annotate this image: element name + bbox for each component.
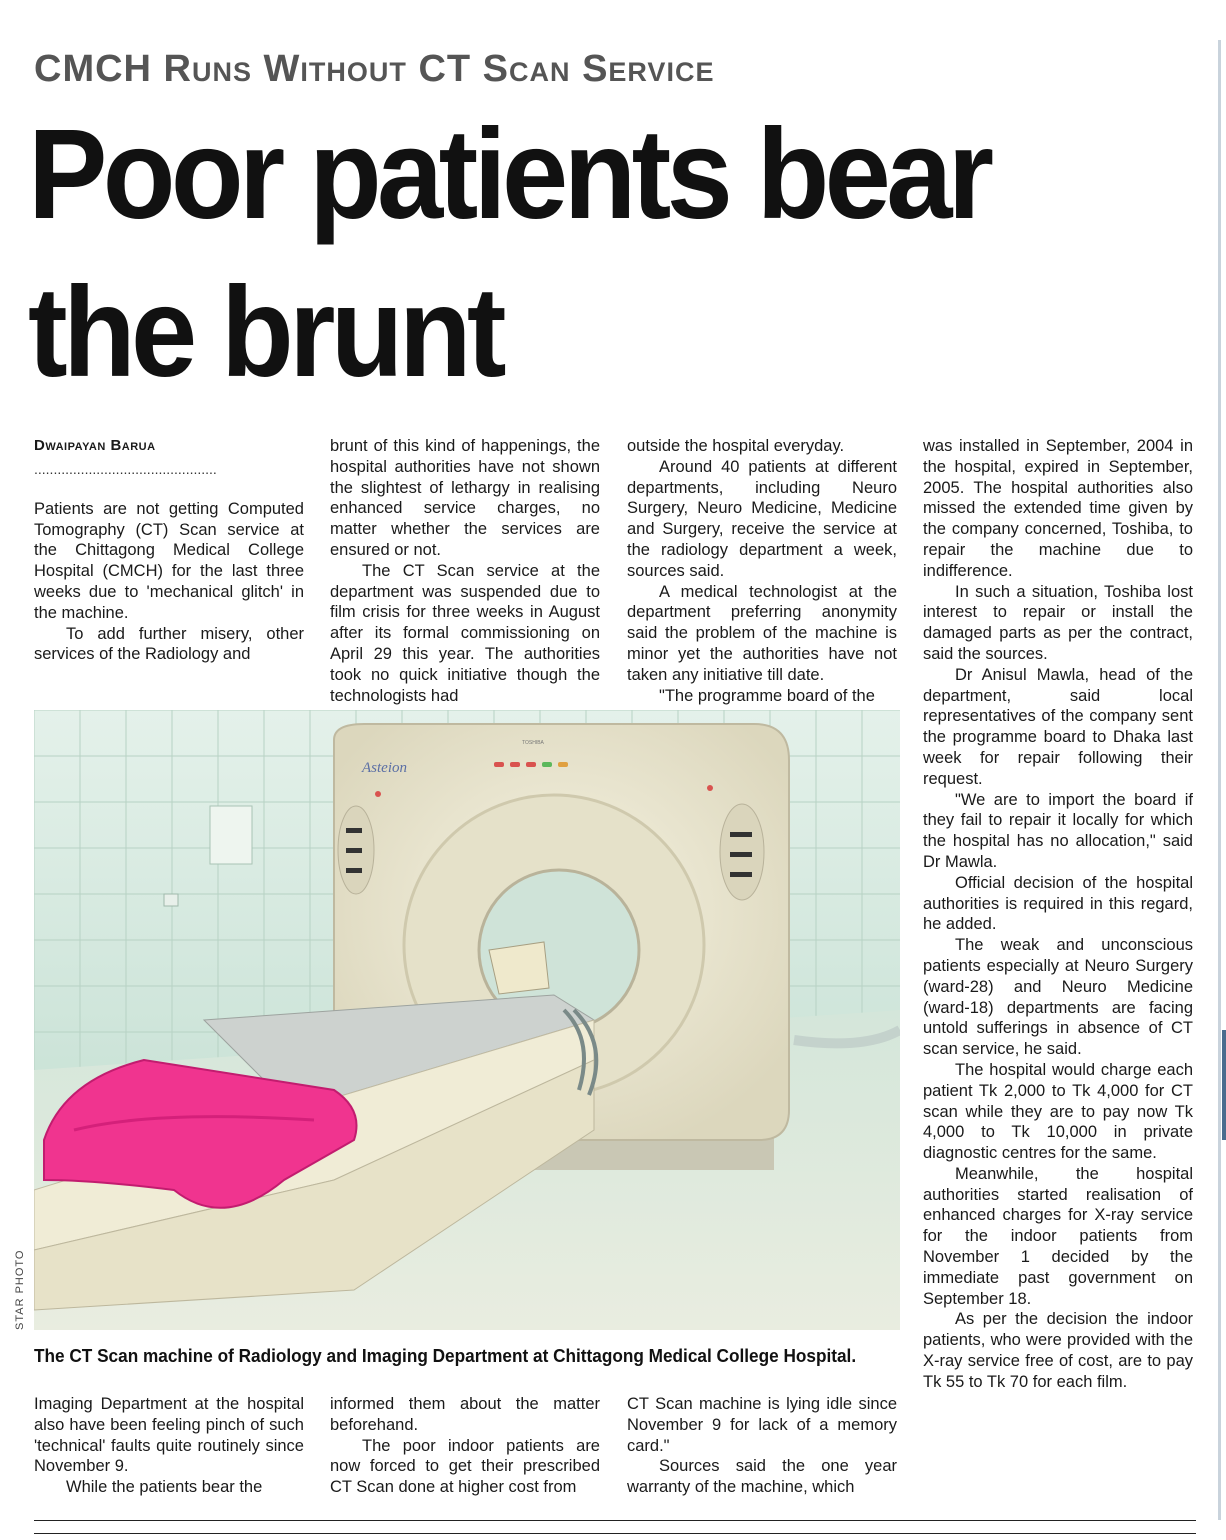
brand-label: Asteion — [362, 760, 407, 776]
paragraph: As per the decision the indoor patients, who were provided with the X-ray service free of cost, are to pay Tk 55 to Tk 70 for each film. — [923, 1310, 1193, 1391]
control-button — [730, 852, 752, 857]
paragraph: Imaging Department at the hospital also have been feeling pinch of such 'technical' faults quite routinely since November 9. — [34, 1395, 304, 1476]
wall-socket — [164, 894, 178, 906]
column-2-bottom — [330, 1394, 600, 1498]
column-1-top — [34, 436, 304, 665]
paragraph: Sources said the one year warranty of the machine, which — [627, 1457, 897, 1497]
page-edge — [1218, 40, 1221, 1520]
headline-line-1: Poor patients bear — [28, 103, 990, 246]
photo-caption: The CT Scan machine of Radiology and Imaging Department at Chittagong Medical College Hospital. — [34, 1345, 857, 1366]
control-button — [346, 868, 362, 873]
paragraph: While the patients bear the — [66, 1478, 263, 1497]
indicator-light — [510, 762, 520, 767]
head-rest — [489, 942, 549, 994]
indicator-dot — [707, 785, 713, 791]
control-button — [346, 848, 362, 853]
paragraph: "The programme board of the — [659, 686, 875, 705]
paragraph: The hospital would charge each patient Tk 2,000 to Tk 4,000 for CT scan while they are to pay now Tk 4,000 to Tk 10,000 in private diagnostic centres for the same. — [923, 1060, 1193, 1163]
paragraph: The weak and unconscious patients especially at Neuro Surgery (ward-28) and Neuro Medicine (ward-18) departments are facing untold sufferings in absence of CT scan service, he said. — [923, 936, 1193, 1059]
indicator-dot — [375, 791, 381, 797]
paragraph: Around 40 patients at different departments, including Neuro Surgery, Neuro Medicine, Medicine and Surgery, receive the service at the radiology department a week, sources said. — [627, 457, 897, 580]
byline: Dwaipayan Barua — [34, 437, 156, 454]
paragraph: Meanwhile, the hospital authorities started realisation of enhanced charges for X-ray service for the indoor patients from November 1 decided by the immediate past government on September 18. — [923, 1164, 1193, 1308]
paragraph: Patients are not getting Computed Tomography (CT) Scan service at the Chittagong Medical College Hospital (CMCH) for the last three weeks due to 'mechanical glitch' in the machine. — [34, 499, 304, 622]
ct-scanner-photo — [34, 710, 900, 1330]
bottom-rule — [34, 1520, 1196, 1521]
control-button — [730, 872, 752, 877]
indicator-light — [542, 762, 552, 767]
paragraph: A medical technologist at the department preferring anonymity said the problem of the machine is minor yet the authorities have not taken any initiative till date. — [627, 582, 897, 684]
paragraph: "We are to import the board if they fail to repair it locally for which the hospital has no allocation," said Dr Mawla. — [923, 790, 1193, 871]
ct-scanner-illustration — [34, 710, 900, 1330]
spacer — [34, 479, 304, 499]
bottom-rule — [34, 1533, 1196, 1534]
byline-separator: ............................................... — [34, 460, 217, 477]
column-3-top — [627, 436, 897, 706]
column-1-bottom — [34, 1394, 304, 1498]
control-button — [346, 828, 362, 833]
indicator-light — [558, 762, 568, 767]
indicator-light — [494, 762, 504, 767]
maker-label: TOSHIBA — [522, 740, 544, 746]
paragraph: informed them about the matter beforehand. — [330, 1395, 600, 1434]
indicator-light — [526, 762, 536, 767]
paragraph: In such a situation, Toshiba lost interest to repair or install the damaged parts as per the contract, said the sources. — [923, 582, 1193, 663]
column-2-top — [330, 436, 600, 706]
paragraph: was installed in September, 2004 in the hospital, expired in September, 2005. The hospital authorities also missed the extended time given by the company concerned, Toshiba, to repair the machine due to indifference. — [923, 437, 1193, 580]
control-button — [730, 832, 752, 837]
photo-credit: STAR PHOTO — [14, 1249, 26, 1330]
paragraph: The poor indoor patients are now forced to get their prescribed CT Scan done at higher cost from — [330, 1436, 600, 1497]
paragraph: The CT Scan service at the department was suspended due to film crisis for three weeks in August after its formal commissioning on April 29 this year. The authorities took no quick initiative though the technologists had — [330, 561, 600, 705]
paragraph: To add further misery, other services of the Radiology and — [34, 624, 304, 664]
headline-line-2: the brunt — [28, 261, 502, 404]
column-4 — [923, 436, 1193, 1393]
paragraph: Official decision of the hospital authorities is required in this regard, he added. — [923, 873, 1193, 934]
page-edge-marker — [1222, 1030, 1226, 1140]
main-headline — [28, 96, 1135, 412]
paragraph: outside the hospital everyday. — [627, 437, 845, 455]
paragraph: brunt of this kind of happenings, the hospital authorities have not shown the slightest of lethargy in realising enhanced service charges, no matter whether the services are ensured or not. — [330, 437, 600, 559]
paragraph: Dr Anisul Mawla, head of the department, said local representatives of the company sent the programme board to Dhaka last week for repair following their request. — [923, 665, 1193, 788]
paragraph: CT Scan machine is lying idle since November 9 for lack of a memory card." — [627, 1395, 897, 1455]
column-3-bottom — [627, 1394, 897, 1498]
wall-panel — [210, 806, 252, 864]
kicker-headline: CMCH Runs Without CT Scan Service — [34, 48, 715, 90]
